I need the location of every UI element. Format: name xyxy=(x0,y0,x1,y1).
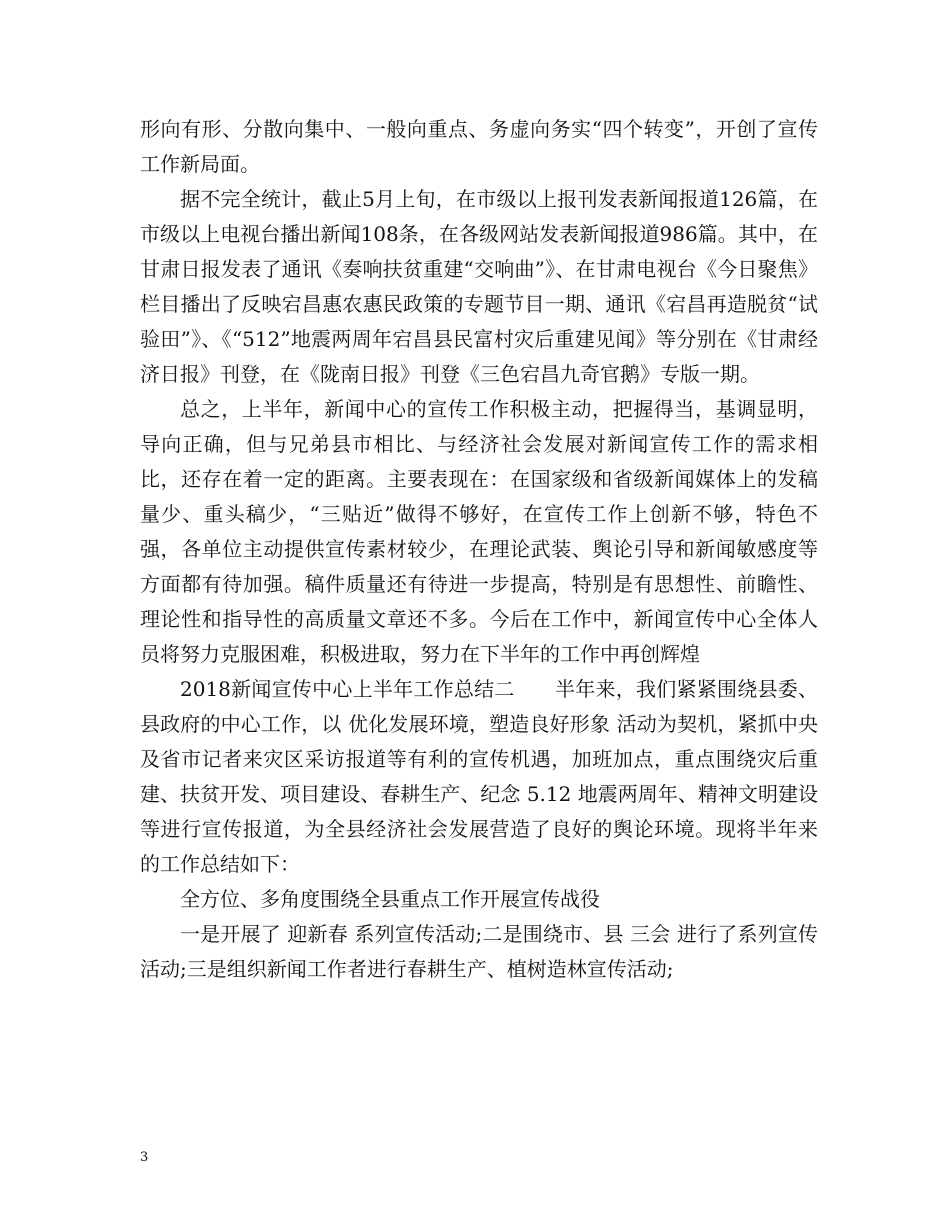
paragraph-statistics: 据不完全统计，截止5月上旬，在市级以上报刊发表新闻报道126篇，在市级以上电视台播出新闻108条，在各级网站发表新闻报道986篇。其中，在甘肃日报发表了通讯《奏响扶贫重建“交响曲”》、在甘肃电视台《今日聚焦》栏目播出了反映宕昌惠农惠民政策的专题节目一期、通讯《宕昌再造脱贫“试验田”》、《“512”地震两周年宕昌县民富村灾后重建见闻》等分别在《甘肃经济日报》刊登，在《陇南日报》刊登《三色宕昌九奇官鹅》专版一期。 xyxy=(140,187,818,386)
paragraph-second-report: 2018新闻宣传中心上半年工作总结二 半年来，我们紧紧围绕县委、县政府的中心工作，以 优化发展环境，塑造良好形象 活动为契机，紧抓中央及省市记者来灾区采访报道等有利的宣传机遇，加班加点，重点围绕灾后重建、扶贫开发、项目建设、春耕生产、纪念 5.12 地震两周年、精神文明建设等进行宣传报道，为全县经济社会发展营造了良好的舆论环境。现将半年来的工作总结如下： xyxy=(140,677,818,876)
document-body xyxy=(140,112,818,987)
paragraph-section-heading: 全方位、多角度围绕全县重点工作开展宣传战役 xyxy=(180,887,600,911)
page-number: 3 xyxy=(140,1150,149,1165)
paragraph-summary: 总之，上半年，新闻中心的宣传工作积极主动，把握得当，基调显明，导向正确，但与兄弟县市相比、与经济社会发展对新闻宣传工作的需求相比，还存在着一定的距离。主要表现在：在国家级和省级新闻媒体上的发稿量少、重头稿少，“三贴近”做得不够好，在宣传工作上创新不够，特色不强，各单位主动提供宣传素材较少，在理论武装、舆论引导和新闻敏感度等方面都有待加强。稿件质量还有待进一步提高，特别是有思想性、前瞻性、理论性和指导性的高质量文章还不多。今后在工作中，新闻宣传中心全体人员将努力克服困难，积极进取，努力在下半年的工作中再创辉煌 xyxy=(140,397,818,666)
paragraph-continued: 形向有形、分散向集中、一般向重点、务虚向务实“四个转变”，开创了宣传工作新局面。 xyxy=(140,117,818,176)
paragraph-activities: 一是开展了 迎新春 系列宣传活动;二是围绕市、县 三会 进行了系列宣传活动;三是组织新闻工作者进行春耕生产、植树造林宣传活动; xyxy=(140,922,818,981)
